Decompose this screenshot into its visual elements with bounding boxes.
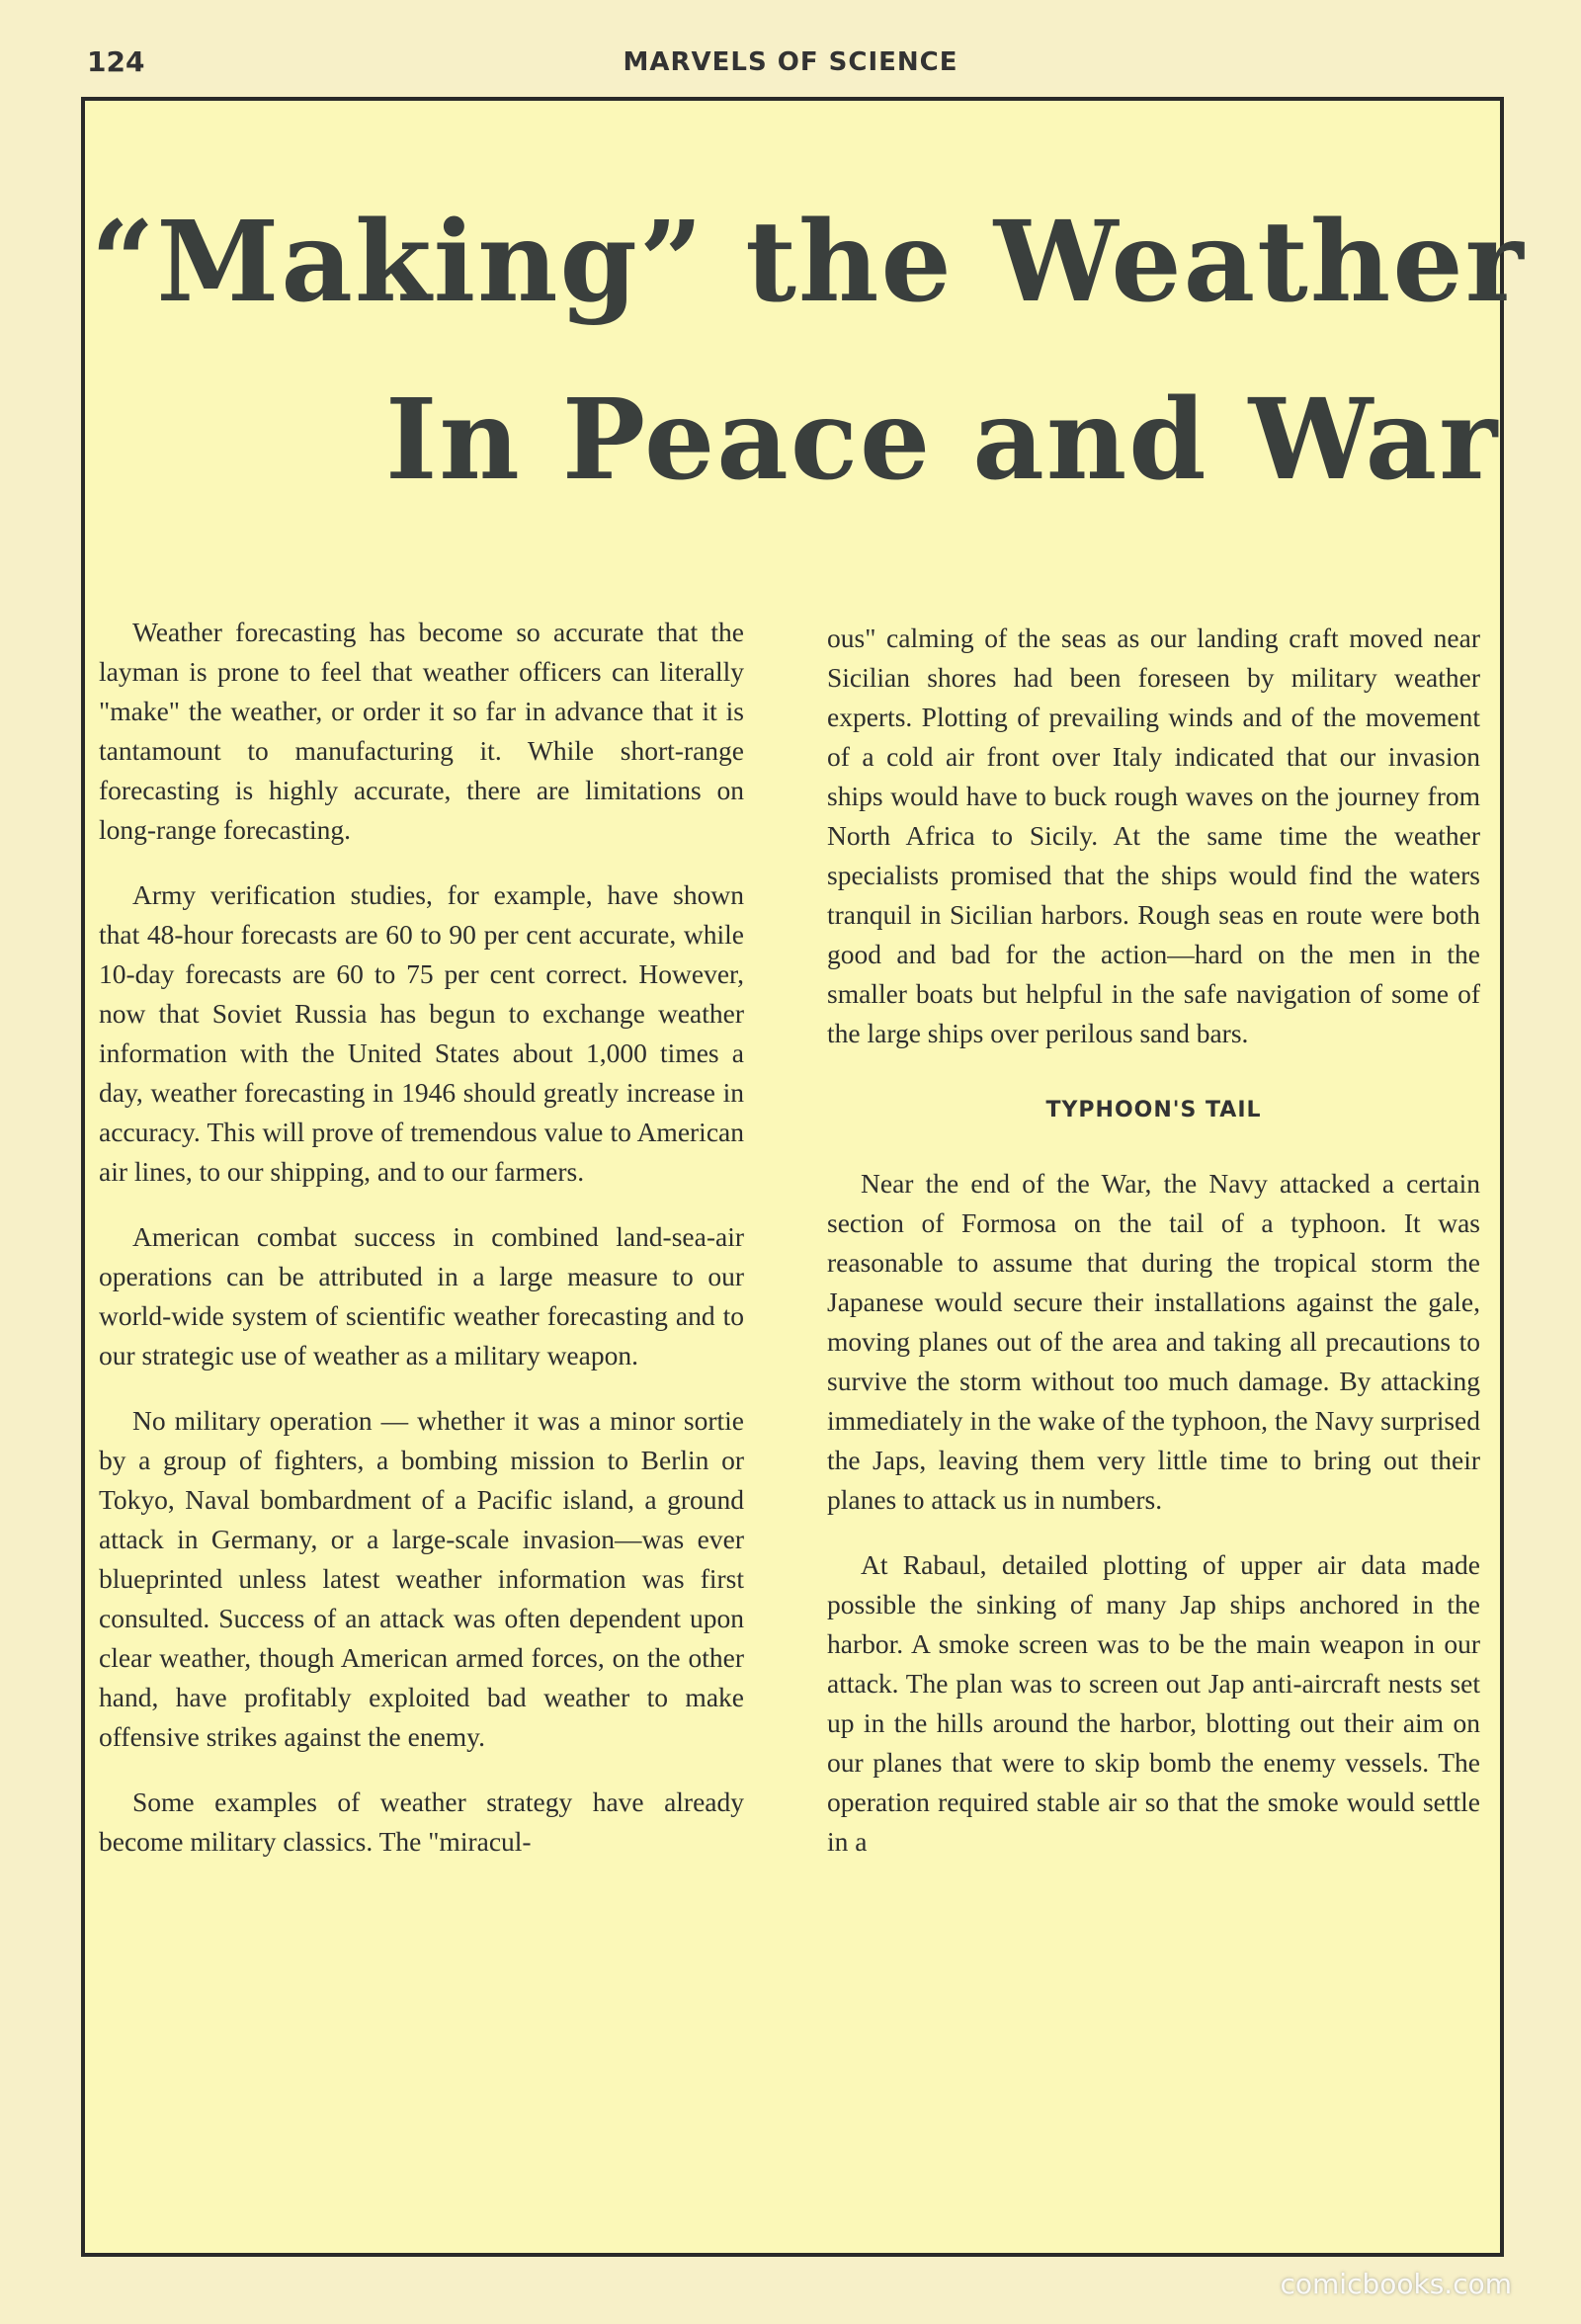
- watermark: comicbooks.com: [1280, 2268, 1512, 2300]
- running-title: MARVELS OF SCIENCE: [623, 47, 958, 77]
- paragraph: At Rabaul, detailed plotting of upper air data made possible the sinking of many Jap ships anchored in the harbor. A smoke screen was to be the main weapon in our attack. The plan was to screen out Jap anti-aircraft nests set up in the hills around the harbor, blotting out their aim on our planes that were to skip bomb the enemy vessels. The operation required stable air so that the smoke would settle in a: [827, 1549, 1480, 1857]
- paragraph: No military operation — whether it was a minor sortie by a group of fighters, a bombing mission to Berlin or Tokyo, Naval bombardment of a Pacific island, a ground attack in Germany, or a large-scale invasion—was ever blueprinted unless latest weather information was first consulted. Success of an attack was often dependent upon clear weather, though American armed forces, on the other hand, have profitably exploited bad weather to make offensive strikes against the enemy.: [99, 1405, 744, 1752]
- page-number: 124: [87, 45, 145, 78]
- article-title-line-2: In Peace and War: [385, 375, 1500, 505]
- paragraph: Weather forecasting has become so accurate that the layman is prone to feel that weather officers can literally "make" the weather, or order it so far in advance that it is tantamount to manufacturing it. While short-range forecasting is highly accurate, there are limitations on long-range forecasting.: [99, 617, 744, 845]
- paragraph: American combat success in combined land-sea-air operations can be attributed in a large measure to our world-wide system of scientific weather forecasting and to our strategic use of weather as a military weapon.: [99, 1221, 744, 1370]
- right-column: [827, 619, 1480, 1887]
- section-heading: TYPHOON'S TAIL: [1045, 1098, 1262, 1122]
- paragraph: Army verification studies, for example, have shown that 48-hour forecasts are 60 to 90 per cent accurate, while 10-day forecasts are 60 to 75 per cent correct. However, now that Soviet Russia has begun to exchange weather information with the United States about 1,000 times a day, weather forecasting in 1946 should greatly increase in accuracy. This will prove of tremendous value to American air lines, to our shipping, and to our farmers.: [99, 879, 744, 1187]
- paragraph: Some examples of weather strategy have already become military classics. The "miracul-: [99, 1786, 744, 1857]
- paragraph-continued: ous" calming of the seas as our landing craft moved near Sicilian shores had been foreseen by military weather experts. Plotting of prevailing winds and of the movement of a cold air front over Italy indicated that our invasion ships would have to buck rough waves on the journey from North Africa to Sicily. At the same time the weather specialists promised that the ships would find the waters tranquil in Sicilian harbors. Rough seas en route were both good and bad for the action—hard on the men in the smaller boats but helpful in the safe navigation of some of the large ships over perilous sand bars.: [827, 622, 1480, 1048]
- article-title-line-1: “Making” the Weather: [91, 198, 1526, 327]
- left-column: [99, 613, 744, 1887]
- paragraph: Near the end of the War, the Navy attacked a certain section of Formosa on the tail of a typhoon. It was reasonable to assume that during the tropical storm the Japanese would secure their installations against the gale, moving planes out of the area and taking all precautions to survive the storm without too much damage. By attacking immediately in the wake of the typhoon, the Navy surprised the Japs, leaving them very little time to bring out their planes to attack us in numbers.: [827, 1168, 1480, 1515]
